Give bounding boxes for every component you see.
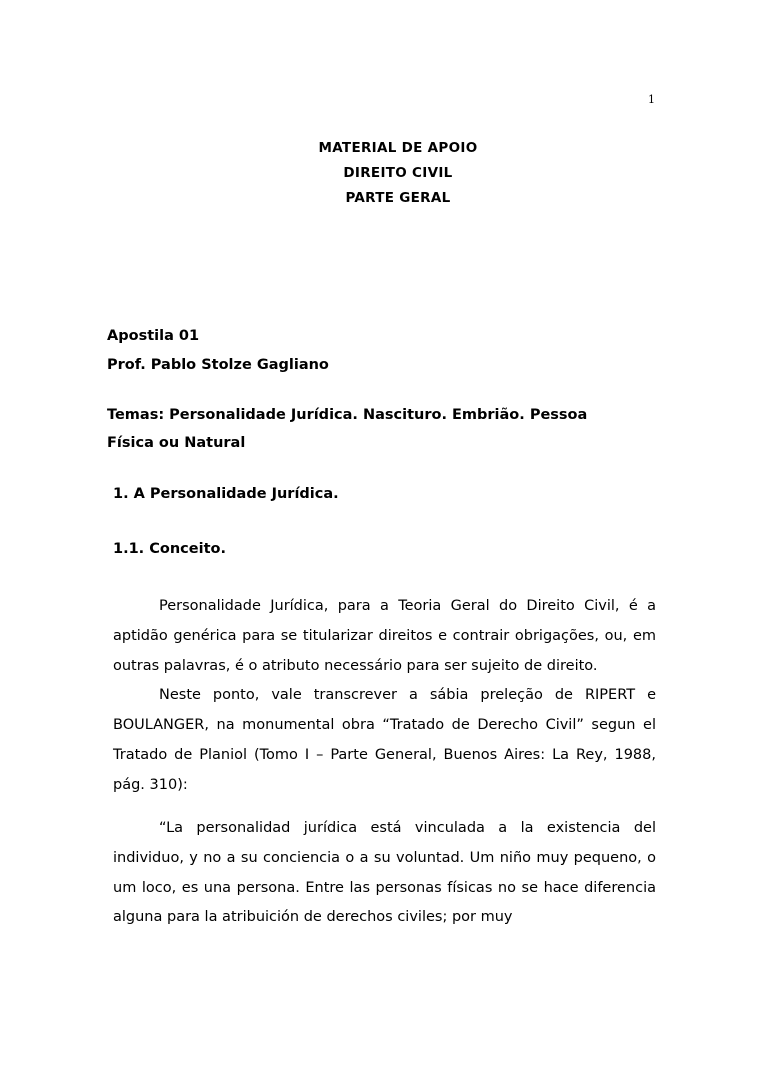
page-number: 1	[648, 93, 655, 106]
quote-block	[113, 814, 656, 933]
paragraph-2: Neste ponto, vale transcrever a sábia preleção de RIPERT e BOULANGER, na monumental obra “Tratado de Derecho Civil” segun el Tratado de Planiol (Tomo I – Parte General, Buenos Aires: La Rey, 1988, pág. 310):	[113, 687, 656, 793]
body-text	[113, 592, 656, 801]
apostila-label: Apostila 01	[107, 328, 200, 344]
quote-paragraph: “La personalidad jurídica está vinculada a la existencia del individuo, y no a su conciencia o a su voluntad. Um niño muy pequeno, o um loco, es una persona. Entre las personas físicas no se hace diferencia alguna para la atribuición de derechos civiles; por muy	[113, 820, 656, 926]
title-line-3: PARTE GERAL	[345, 190, 451, 206]
paragraph-1: Personalidade Jurídica, para a Teoria Geral do Direito Civil, é a aptidão genérica para se titularizar direitos e contrair obrigações, ou, em outras palavras, é o atributo necessário para ser sujeito de direito.	[113, 598, 656, 674]
title-line-1: MATERIAL DE APOIO	[318, 140, 478, 156]
title-line-2: DIREITO CIVIL	[343, 165, 453, 181]
professor-name: Prof. Pablo Stolze Gagliano	[107, 357, 329, 373]
section-heading: 1. A Personalidade Jurídica.	[113, 486, 339, 502]
themes-text: Temas: Personalidade Jurídica. Nascituro. Embrião. Pessoa Física ou Natural	[107, 407, 588, 451]
document-title	[0, 136, 768, 211]
subsection-heading: 1.1. Conceito.	[113, 541, 226, 557]
